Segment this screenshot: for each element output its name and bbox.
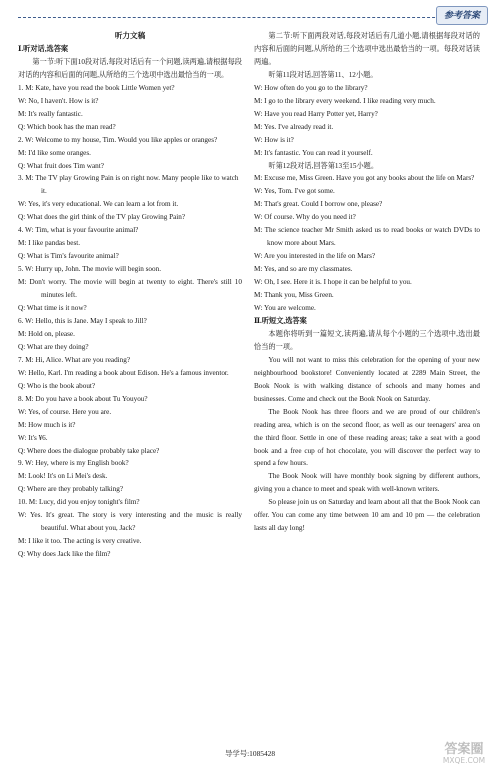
- left-line: 3. M: The TV play Growing Pain is on right now. Many people like to watch it.: [18, 174, 239, 196]
- left-line: Q: What are they doing?: [18, 342, 89, 351]
- left-line: Q: What fruit does Tim want?: [18, 161, 104, 170]
- left-column: [18, 30, 242, 561]
- right-line: W: Are you interested in the life on Mars?: [254, 252, 376, 261]
- right-line: M: The science teacher Mr Smith asked us to read books or watch DVDs to know more about Mars.: [254, 226, 480, 248]
- left-line: 10. M: Lucy, did you enjoy tonight's film?: [18, 498, 140, 507]
- left-line: 4. W: Tim, what is your favourite animal?: [18, 226, 139, 235]
- right-line: W: How often do you go to the library?: [254, 83, 368, 92]
- left-line: W: Yes. It's great. The story is very interesting and the music is really beautiful. What about you, Jack?: [18, 511, 242, 533]
- watermark-logo: [430, 739, 494, 765]
- header-rule: [18, 17, 460, 18]
- left-line: Ⅰ.听对话,选答案: [18, 44, 69, 53]
- right-line: You will not want to miss this celebration for the opening of your new neighbourhood bookstore! Conveniently located at 2289 Main Street, the Book Nook is with walking distance of schools and many homes and businesses. Come and check out the Book Nook on Saturday.: [254, 355, 480, 403]
- right-line: M: Yes, and so are my classmates.: [254, 265, 353, 274]
- left-line: W: Yes, it's very educational. We can learn a lot from it.: [18, 200, 179, 209]
- right-line: 第二节:听下面两段对话,每段对话后有几道小题,请根据每段对话的内容和后面的问题,从所给的三个选项中选出最恰当的一项。每段对话读两遍。: [254, 32, 480, 66]
- right-line: W: Of course. Why do you need it?: [254, 213, 356, 222]
- left-line: M: It's really fantastic.: [18, 109, 83, 118]
- left-line: W: Yes, of course. Here you are.: [18, 407, 112, 416]
- left-line: Q: Who is the book about?: [18, 381, 96, 390]
- left-line: 第一节:听下面10段对话,每段对话后有一个问题,读两遍,请根据每段对话的内容和后面的问题,从所给的三个选项中选出最恰当的一项。: [18, 57, 242, 79]
- left-line: Q: What time is it now?: [18, 304, 87, 313]
- left-line: M: I'd like some oranges.: [18, 148, 91, 157]
- right-line: M: Excuse me, Miss Green. Have you got any books about the life on Mars?: [254, 174, 475, 183]
- left-line: 8. M: Do you have a book about Tu Youyou?: [18, 394, 148, 403]
- left-line: 7. M: Hi, Alice. What are you reading?: [18, 355, 131, 364]
- left-line: M: How much is it?: [18, 420, 76, 429]
- right-line: W: Yes, Tom. I've got some.: [254, 187, 335, 196]
- left-line: 2. W: Welcome to my house, Tim. Would you like apples or oranges?: [18, 135, 218, 144]
- left-line: Q: Which book has the man read?: [18, 122, 116, 131]
- right-line: 听第12段对话,回答第13至15小题。: [268, 161, 379, 170]
- right-line: W: Have you read Harry Potter yet, Harry?: [254, 109, 378, 118]
- right-line: W: Oh, I see. Here it is. I hope it can be helpful to you.: [254, 278, 412, 287]
- right-line: M: Yes. I've already read it.: [254, 122, 334, 131]
- page-footer: 导学号:1085428: [224, 749, 276, 758]
- right-line: W: How is it?: [254, 135, 294, 144]
- right-line: W: You are welcome.: [254, 304, 316, 313]
- left-line: W: It's ¥6.: [18, 433, 48, 442]
- left-line: 1. M: Kate, have you read the book Little Women yet?: [18, 83, 175, 92]
- left-line: Q: What does the girl think of the TV play Growing Pain?: [18, 213, 186, 222]
- left-line: W: Hello, Karl. I'm reading a book about Edison. He's a famous inventor.: [18, 368, 229, 377]
- left-line: M: I like it too. The acting is very creative.: [18, 537, 142, 546]
- right-line: So please join us on Saturday and learn about all that the Book Nook can offer. You can come any time between 10 am and 10 pm — the celebration lasts all day long!: [254, 498, 480, 533]
- right-line: 听第11段对话,回答第11、12小题。: [268, 70, 378, 79]
- left-line: M: Don't worry. The movie will begin at twenty to eight. There's still 10 minutes left.: [18, 278, 242, 300]
- right-line: Ⅱ.听短文,选答案: [254, 316, 307, 325]
- left-line: M: Hold on, please.: [18, 329, 75, 338]
- left-line: 6. W: Hello, this is Jane. May I speak to Jill?: [18, 316, 147, 325]
- right-line: M: It's fantastic. You can read it yourself.: [254, 148, 373, 157]
- left-line: Q: Where are they probably talking?: [18, 485, 124, 494]
- left-line: Q: Where does the dialogue probably take place?: [18, 446, 160, 455]
- left-line: W: No, I haven't. How is it?: [18, 96, 99, 105]
- left-line: 9. W: Hey, where is my English book?: [18, 459, 129, 468]
- right-line: 本题你将听到一篇短文,读两遍,请从每个小题的三个选项中,选出最恰当的一项。: [254, 329, 480, 351]
- left-line: Q: What is Tim's favourite animal?: [18, 252, 119, 261]
- right-line: M: I go to the library every weekend. I like reading very much.: [254, 96, 436, 105]
- watermark-text: 答案圈: [444, 742, 484, 757]
- left-line: Q: Why does Jack like the film?: [18, 550, 111, 559]
- left-line: M: I like pandas best.: [18, 239, 81, 248]
- watermark-subtext: MXQE.COM: [442, 756, 486, 765]
- left-line: 5. W: Hurry up, John. The movie will begin soon.: [18, 265, 162, 274]
- left-line: 听力文稿: [114, 31, 146, 40]
- right-line: The Book Nook has three floors and we are proud of our children's reading area, which is on the second floor, as well as our teenagers' area on the third floor. Settle in one of these reading areas; take a seat with a good book and a free cup of hot chocolate, you will discover the perfect way to spend a few hours.: [254, 407, 480, 468]
- right-column: [254, 30, 480, 535]
- answer-key-badge: 参考答案: [436, 6, 488, 25]
- left-line: M: Look! It's on Li Mei's desk.: [18, 472, 108, 481]
- right-line: M: That's great. Could I borrow one, please?: [254, 200, 383, 209]
- right-line: M: Thank you, Miss Green.: [254, 291, 334, 300]
- right-line: The Book Nook will have monthly book signing by different authors, giving you a chance to meet and speak with well-known writers.: [254, 472, 480, 494]
